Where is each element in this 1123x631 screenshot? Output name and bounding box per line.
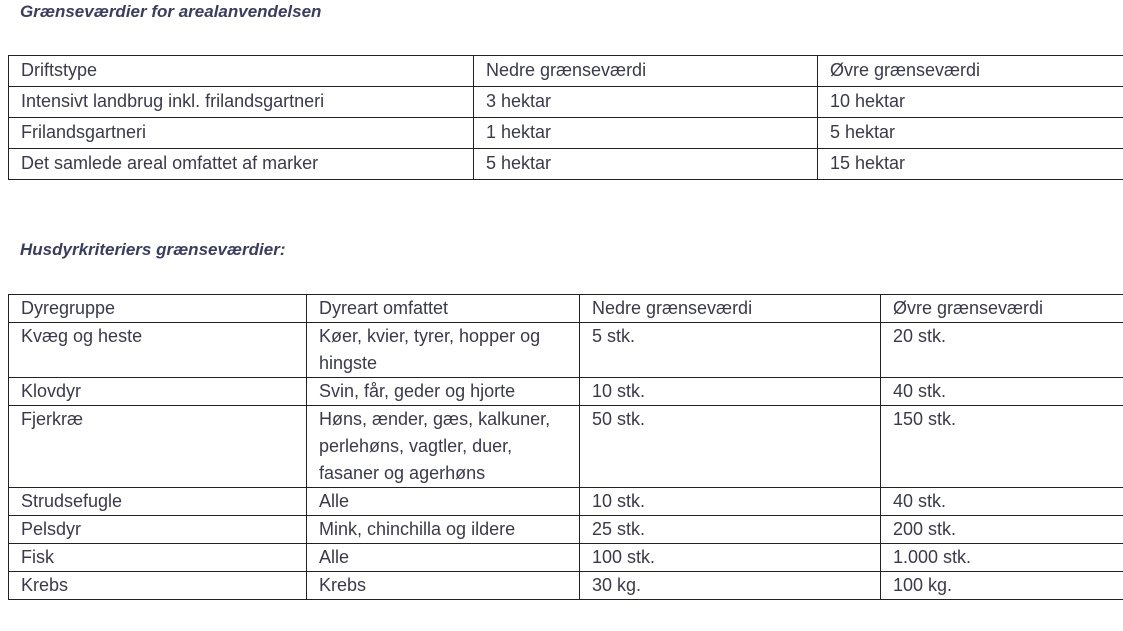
- table-cell: 150 stk.: [881, 406, 1123, 488]
- table-cell: 50 stk.: [580, 406, 881, 488]
- table-cell: 15 hektar: [818, 149, 1123, 180]
- table-cell: 25 stk.: [580, 516, 881, 544]
- section-heading-area-limits: Grænseværdier for arealanvendelsen: [20, 2, 322, 21]
- table-cell: 200 stk.: [881, 516, 1123, 544]
- column-header: Nedre grænseværdi: [580, 295, 881, 323]
- table-row: [9, 572, 1123, 600]
- section-heading-livestock-limits: Husdyrkriteriers grænseværdier:: [20, 240, 286, 259]
- table-row: [9, 149, 1123, 180]
- table-header-row: [9, 295, 1123, 323]
- table-cell: Frilandsgartneri: [9, 118, 474, 149]
- table-cell: 10 stk.: [580, 488, 881, 516]
- table-cell: 5 hektar: [818, 118, 1123, 149]
- table-cell: Kvæg og heste: [9, 323, 307, 378]
- table-row: [9, 516, 1123, 544]
- column-header: Dyreart omfattet: [307, 295, 580, 323]
- table-cell: Krebs: [9, 572, 307, 600]
- column-header: Øvre grænseværdi: [818, 56, 1123, 87]
- area-limits-table: [8, 55, 1123, 180]
- table-cell: Alle: [307, 544, 580, 572]
- table-cell: 5 hektar: [474, 149, 818, 180]
- table-cell: 3 hektar: [474, 87, 818, 118]
- table-cell: 1.000 stk.: [881, 544, 1123, 572]
- table-cell: 10 hektar: [818, 87, 1123, 118]
- table-cell: Krebs: [307, 572, 580, 600]
- table-cell: Alle: [307, 488, 580, 516]
- table-cell: 10 stk.: [580, 378, 881, 406]
- table-cell: 5 stk.: [580, 323, 881, 378]
- table-row: [9, 488, 1123, 516]
- table-cell: Svin, får, geder og hjorte: [307, 378, 580, 406]
- table-row: [9, 118, 1123, 149]
- table-cell: Det samlede areal omfattet af marker: [9, 149, 474, 180]
- table-cell: Klovdyr: [9, 378, 307, 406]
- table-row: [9, 323, 1123, 378]
- table-cell: Intensivt landbrug inkl. frilandsgartneri: [9, 87, 474, 118]
- table-cell: Strudsefugle: [9, 488, 307, 516]
- table-cell: 30 kg.: [580, 572, 881, 600]
- table-row: [9, 544, 1123, 572]
- column-header: Øvre grænseværdi: [881, 295, 1123, 323]
- table-cell: 20 stk.: [881, 323, 1123, 378]
- table-cell: Mink, chinchilla og ildere: [307, 516, 580, 544]
- column-header: Dyregruppe: [9, 295, 307, 323]
- table-cell: 100 kg.: [881, 572, 1123, 600]
- column-header: Nedre grænseværdi: [474, 56, 818, 87]
- table-row: [9, 378, 1123, 406]
- table-row: [9, 87, 1123, 118]
- table-cell: Pelsdyr: [9, 516, 307, 544]
- table-cell: Fjerkræ: [9, 406, 307, 488]
- table-cell: Køer, kvier, tyrer, hopper og hingste: [307, 323, 580, 378]
- table-cell: 40 stk.: [881, 488, 1123, 516]
- table-cell: Fisk: [9, 544, 307, 572]
- table-row: [9, 406, 1123, 488]
- livestock-limits-table: [8, 294, 1123, 600]
- table-cell: 100 stk.: [580, 544, 881, 572]
- table-cell: 1 hektar: [474, 118, 818, 149]
- table-header-row: [9, 56, 1123, 87]
- table-cell: Høns, ænder, gæs, kalkuner, perlehøns, vagtler, duer, fasaner og agerhøns: [307, 406, 580, 488]
- column-header: Driftstype: [9, 56, 474, 87]
- table-cell: 40 stk.: [881, 378, 1123, 406]
